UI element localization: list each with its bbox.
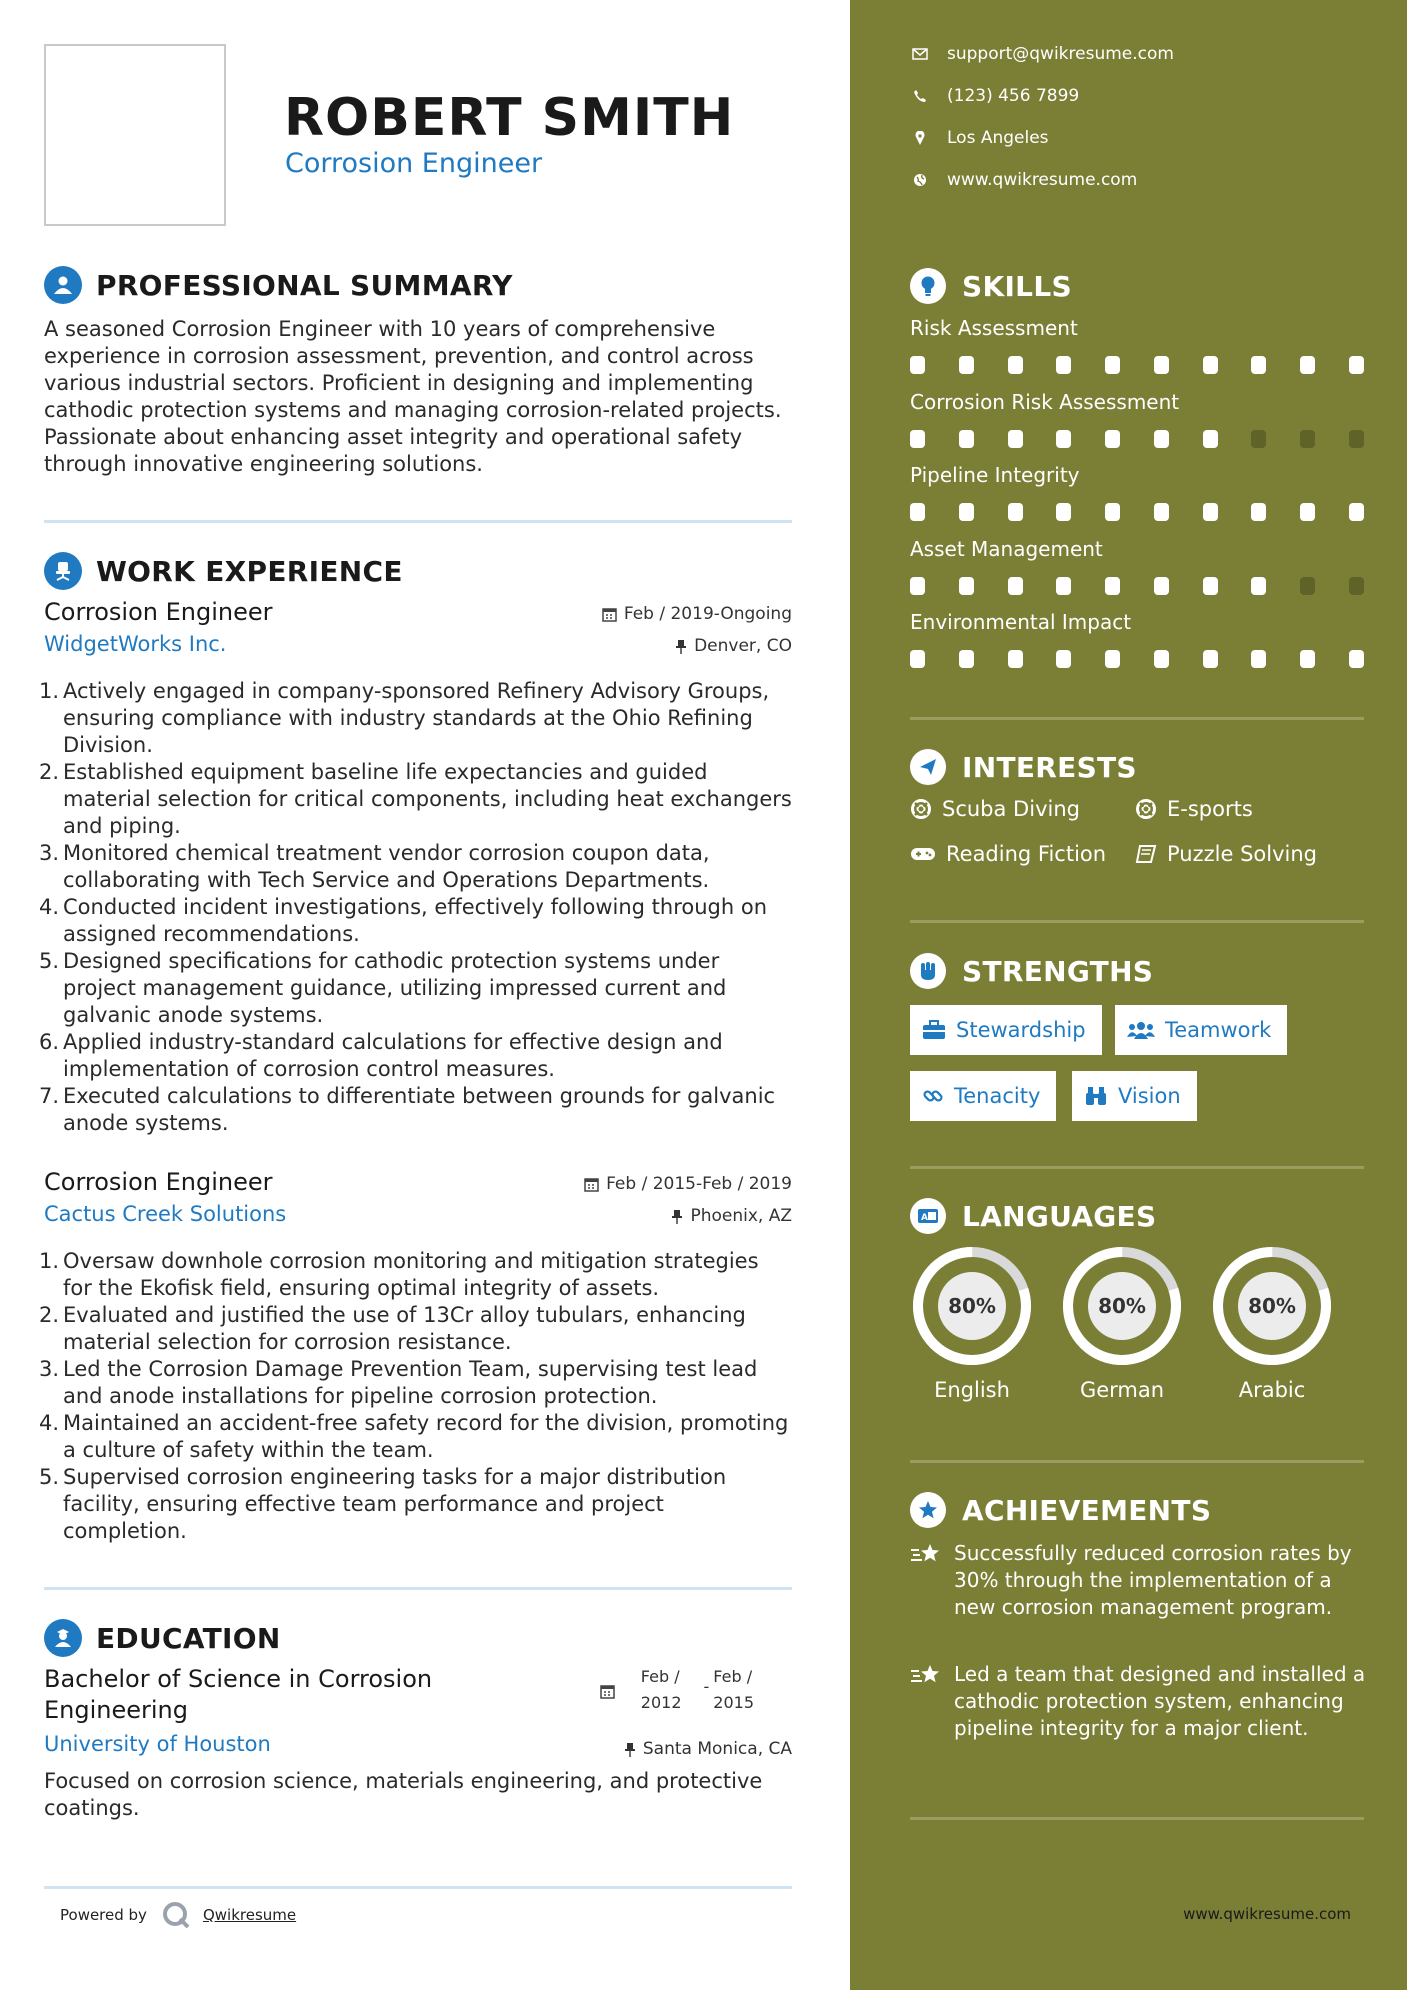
divider: [44, 520, 792, 523]
rating-dot: [1154, 577, 1169, 595]
job-date-text: Feb / 2019-Ongoing: [623, 604, 792, 624]
pin-icon: [624, 1742, 636, 1757]
rating-dot: [1349, 577, 1364, 595]
book-icon: [1135, 844, 1157, 864]
summary-heading: [44, 266, 513, 304]
rating-dot: [1056, 503, 1071, 521]
interest-item: [910, 797, 1080, 821]
rating-dot: [1251, 503, 1266, 521]
rating-dot: [1300, 430, 1315, 448]
rating-dot: [910, 650, 925, 668]
list-item: 5. Designed specifications for cathodic protection systems under project management guidance, utilizing impressed current and galvanic anode systems.: [39, 949, 727, 1027]
skills-heading: [910, 268, 1072, 304]
lifebuoy-icon: [1135, 798, 1157, 820]
start-month: Feb /: [640, 1667, 680, 1686]
lightbulb-icon: [910, 268, 946, 304]
summary-title: PROFESSIONAL SUMMARY: [96, 268, 513, 302]
strength-chip: [910, 1005, 1102, 1055]
rating-dot: [910, 430, 925, 448]
education-title: EDUCATION: [96, 1621, 281, 1655]
rating-dot: [1251, 356, 1266, 374]
rating-dot: [1251, 577, 1266, 595]
interest-label: E-sports: [1167, 797, 1253, 821]
list-item: 2. Established equipment baseline life expectancies and guided material selection for critical components, including heat exchangers and piping.: [39, 760, 792, 838]
sidebar: [850, 0, 1407, 1990]
skill-item: [910, 316, 1370, 374]
skill-rating: [910, 430, 1364, 448]
skill-name: Pipeline Integrity: [910, 463, 1080, 487]
divider: [910, 920, 1364, 923]
end-month: Feb /: [713, 1667, 753, 1686]
footer-website[interactable]: www.qwikresume.com: [1183, 1905, 1351, 1923]
job-date: [584, 1174, 792, 1194]
rating-dot: [1008, 650, 1023, 668]
envelope-icon: [912, 48, 928, 60]
rating-dot: [1203, 356, 1218, 374]
rating-dot: [1154, 650, 1169, 668]
language-ring: [1210, 1244, 1334, 1368]
education-entry: [44, 1664, 792, 1822]
job-entry: [39, 598, 792, 1137]
rating-dot: [1251, 430, 1266, 448]
rating-dot: [1105, 577, 1120, 595]
rating-dot: [1008, 577, 1023, 595]
skill-name: Asset Management: [910, 536, 1103, 561]
rating-dot: [959, 503, 974, 521]
rating-dot: [1203, 503, 1218, 521]
language-ring: [910, 1244, 1034, 1368]
office-chair-icon: [44, 552, 82, 590]
interests-title: INTERESTS: [962, 750, 1137, 784]
skill-name: Risk Assessment: [910, 316, 1078, 340]
strengths-title: STRENGTHS: [962, 954, 1154, 988]
job-title: Corrosion Engineer: [44, 1168, 273, 1196]
strength-label: Teamwork: [1165, 1018, 1272, 1042]
end-year: 2015: [713, 1693, 754, 1712]
svg-text:A: A: [921, 1213, 928, 1223]
rating-dot: [1154, 503, 1169, 521]
pin-icon: [675, 639, 687, 654]
education-dates: [641, 1664, 754, 1716]
paper-plane-icon: [910, 749, 946, 785]
rating-dot: [1105, 356, 1120, 374]
map-marker-icon: [915, 131, 925, 145]
skill-item: [910, 537, 1370, 595]
website-text: www.qwikresume.com: [947, 170, 1138, 190]
rating-dot: [910, 356, 925, 374]
job-company: Cactus Creek Solutions: [44, 1202, 287, 1226]
rating-dot: [1008, 430, 1023, 448]
interest-label: Scuba Diving: [942, 797, 1080, 821]
school: University of Houston: [44, 1732, 271, 1756]
strength-chip: [1115, 1005, 1287, 1055]
rating-dot: [1008, 503, 1023, 521]
rating-dot: [1300, 650, 1315, 668]
candidate-name: ROBERT SMITH: [284, 88, 735, 148]
rating-dot: [1105, 650, 1120, 668]
skill-rating: [910, 503, 1364, 521]
achievement-item: [910, 1540, 1370, 1621]
rating-dot: [1154, 430, 1169, 448]
rating-dot: [1300, 503, 1315, 521]
divider: [910, 1817, 1364, 1820]
interests-heading: [910, 749, 1137, 785]
rating-dot: [1203, 650, 1218, 668]
job-company: WidgetWorks Inc.: [44, 632, 227, 656]
rating-dot: [910, 503, 925, 521]
rating-dot: [1349, 650, 1364, 668]
education-description: Focused on corrosion science, materials engineering, and protective coatings.: [44, 1769, 763, 1820]
calendar-icon: [602, 607, 617, 622]
rating-dot: [1105, 503, 1120, 521]
list-item: 1. Oversaw downhole corrosion monitoring and mitigation strategies for the Ekofisk field, ensuring optimal integrity of assets.: [39, 1249, 759, 1300]
lifebuoy-icon: [910, 798, 932, 820]
language-item: [910, 1244, 1034, 1402]
start-year: 2012: [640, 1693, 682, 1712]
interest-item: [910, 842, 1106, 866]
achievement-item: [910, 1661, 1370, 1742]
strength-label: Vision: [1118, 1084, 1181, 1108]
briefcase-icon: [922, 1020, 946, 1040]
shooting-star-icon: [910, 1663, 942, 1687]
rating-dot: [959, 577, 974, 595]
gamepad-icon: [910, 845, 936, 863]
job-bullets: [39, 678, 792, 1137]
degree: Bachelor of Science in Corrosion Engineering: [44, 1665, 433, 1724]
globe-icon: [913, 173, 927, 187]
language-name: Arabic: [1238, 1378, 1306, 1402]
rating-dot: [1251, 650, 1266, 668]
user-icon: [44, 266, 82, 304]
skill-rating: [910, 356, 1364, 374]
achievement-text: Led a team that designed and installed a cathodic protection system, enhancing pipeline integrity for a major client.: [954, 1662, 1366, 1740]
job-title: Corrosion Engineer: [44, 598, 273, 626]
strength-chip: [910, 1071, 1056, 1121]
work-title: WORK EXPERIENCE: [96, 554, 403, 588]
rating-dot: [959, 650, 974, 668]
achievements-heading: [910, 1492, 1211, 1528]
work-heading: [44, 552, 403, 590]
rating-dot: [1203, 577, 1218, 595]
list-item: 2. Evaluated and justified the use of 13Cr alloy tubulars, enhancing material selection for corrosion resistance.: [39, 1303, 746, 1354]
pin-icon: [671, 1209, 683, 1224]
rating-dot: [1349, 430, 1364, 448]
job-date-text: Feb / 2015-Feb / 2019: [606, 1174, 792, 1194]
language-percent: 80%: [1098, 1294, 1146, 1318]
skills-title: SKILLS: [962, 269, 1072, 303]
rating-dot: [1300, 577, 1315, 595]
rating-dot: [1056, 430, 1071, 448]
list-item: 4. Maintained an accident-free safety record for the division, promoting a culture of safety within the team.: [39, 1411, 789, 1462]
job-location: [675, 636, 792, 656]
achievement-text: Successfully reduced corrosion rates by 30% through the implementation of a new corrosion management program.: [954, 1541, 1352, 1619]
graduation-cap-icon: [44, 1619, 82, 1657]
language-percent: 80%: [1248, 1294, 1296, 1318]
list-item: 3. Led the Corrosion Damage Prevention Team, supervising test lead and anode installations for pipeline corrosion protection.: [39, 1357, 758, 1408]
divider: [910, 1460, 1364, 1463]
rating-dot: [1056, 650, 1071, 668]
powered-by: [60, 1900, 296, 1930]
rating-dot: [959, 356, 974, 374]
fist-icon: [910, 953, 946, 989]
strength-label: Stewardship: [956, 1018, 1086, 1042]
skill-item: [910, 610, 1370, 668]
divider: [44, 1587, 792, 1590]
language-item: [1210, 1244, 1334, 1402]
skill-item: [910, 390, 1370, 448]
job-entry: [39, 1168, 792, 1545]
calendar-icon: [600, 1684, 615, 1699]
rating-dot: [910, 577, 925, 595]
profile-photo-placeholder: [44, 44, 226, 226]
rating-dot: [1300, 356, 1315, 374]
phone-text: (123) 456 7899: [947, 86, 1080, 106]
interest-label: Puzzle Solving: [1167, 842, 1317, 866]
skill-name: Environmental Impact: [910, 610, 1132, 634]
date-dash: -: [703, 1677, 710, 1696]
email-text: support@qwikresume.com: [947, 44, 1174, 64]
education-location-text: Santa Monica, CA: [642, 1739, 792, 1759]
interest-label: Reading Fiction: [946, 842, 1107, 866]
binoculars-icon: [1084, 1085, 1108, 1107]
skill-item: [910, 463, 1370, 521]
interest-item: [1135, 797, 1253, 821]
shooting-star-icon: [910, 1542, 942, 1566]
rating-dot: [1349, 503, 1364, 521]
job-date: [602, 604, 792, 624]
rating-dot: [1349, 356, 1364, 374]
job-location: [671, 1206, 792, 1226]
skill-name: Corrosion Risk Assessment: [910, 389, 1180, 414]
strength-label: Tenacity: [954, 1084, 1041, 1108]
rating-dot: [959, 430, 974, 448]
phone-icon: [913, 89, 927, 103]
language-percent: 80%: [948, 1294, 996, 1318]
summary-text: A seasoned Corrosion Engineer with 10 years of comprehensive experience in corrosion assessment, prevention, and control across various industrial sectors. Proficient in designing and implementing cathodic protection systems and managing corrosion-related projects. Passionate about enhancing asset integrity and operational safety through innovative engineering solutions.: [44, 317, 782, 476]
users-icon: [1127, 1020, 1155, 1040]
language-name: English: [934, 1378, 1010, 1402]
strengths-heading: [910, 953, 1153, 989]
rating-dot: [1154, 356, 1169, 374]
contact-email[interactable]: [910, 44, 1174, 64]
skill-rating: [910, 650, 1364, 668]
calendar-icon: [584, 1177, 599, 1192]
achievements-title: ACHIEVEMENTS: [962, 1493, 1212, 1527]
job-location-text: Denver, CO: [694, 636, 792, 656]
rating-dot: [1203, 430, 1218, 448]
job-location-text: Phoenix, AZ: [690, 1206, 792, 1226]
rating-dot: [1056, 356, 1071, 374]
list-item: 1. Actively engaged in company-sponsored Refinery Advisory Groups, ensuring compliance with industry standards at the Ohio Refining Division.: [39, 679, 770, 757]
rating-dot: [1105, 430, 1120, 448]
languages-title: LANGUAGES: [962, 1199, 1157, 1233]
translate-icon: [910, 1198, 946, 1234]
link-icon: [922, 1085, 944, 1107]
language-item: [1060, 1244, 1184, 1402]
strength-chip: [1072, 1071, 1197, 1121]
list-item: 7. Executed calculations to differentiate between grounds for galvanic anode systems.: [39, 1084, 776, 1135]
list-item: 5. Supervised corrosion engineering tasks for a major distribution facility, ensuring effective team performance and project completion.: [39, 1465, 727, 1543]
rating-dot: [1056, 577, 1071, 595]
powered-by-label: Powered by: [60, 1906, 147, 1924]
location-text: Los Angeles: [947, 128, 1049, 148]
divider: [910, 1166, 1364, 1169]
list-item: 3. Monitored chemical treatment vendor corrosion coupon data, collaborating with Tech Service and Operations Departments.: [39, 841, 710, 892]
divider: [44, 1886, 792, 1889]
language-name: German: [1079, 1378, 1165, 1402]
education-location: [624, 1739, 792, 1759]
star-badge-icon: [910, 1492, 946, 1528]
list-item: 4. Conducted incident investigations, effectively following through on assigned recommendations.: [39, 895, 768, 946]
languages-heading: [910, 1198, 1156, 1234]
qwikresume-logo-icon: [161, 1900, 191, 1930]
education-heading: [44, 1619, 281, 1657]
contact-location: [910, 128, 1049, 148]
interest-item: [1135, 842, 1317, 866]
candidate-title: Corrosion Engineer: [285, 148, 543, 179]
contact-website[interactable]: [910, 170, 1137, 190]
rating-dot: [1008, 356, 1023, 374]
qwikresume-link[interactable]: Qwikresume: [202, 1906, 297, 1924]
job-bullets: [39, 1248, 792, 1545]
contact-phone[interactable]: [910, 86, 1079, 106]
skill-rating: [910, 577, 1364, 595]
language-ring: [1060, 1244, 1184, 1368]
divider: [910, 717, 1364, 720]
list-item: 6. Applied industry-standard calculations for effective design and implementation of corrosion control measures.: [39, 1030, 723, 1081]
